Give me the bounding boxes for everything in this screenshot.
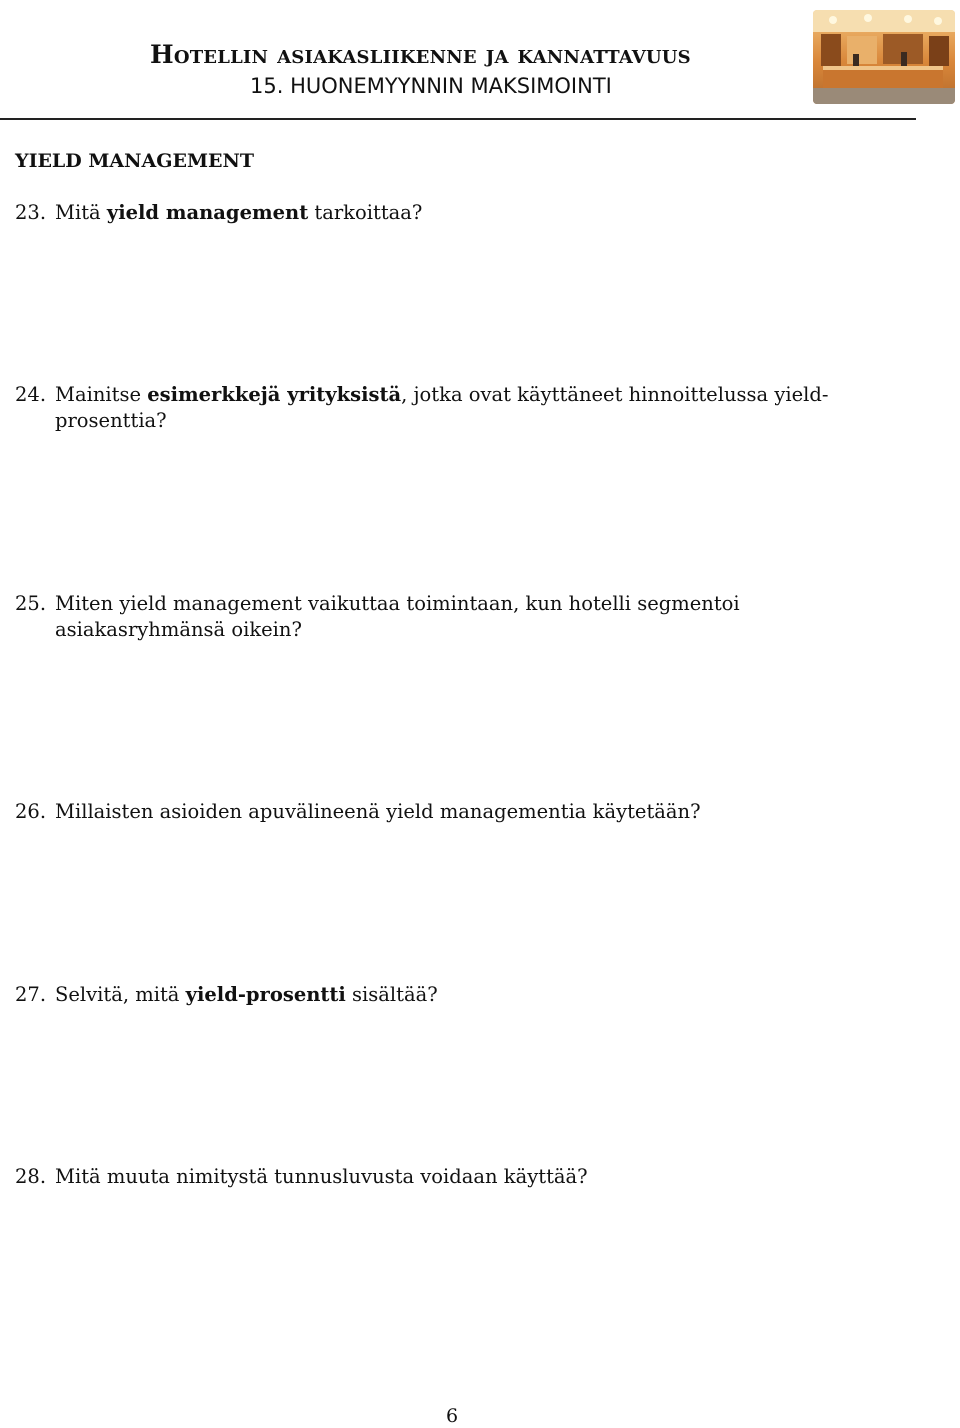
question-number: 24.: [15, 383, 47, 406]
question-text: tarkoittaa?: [308, 201, 423, 224]
question-24: [15, 382, 915, 434]
question-number: 23.: [15, 201, 47, 224]
question-keyword: yield management: [106, 201, 309, 224]
header-subtitle: 15. HUONEMYYNNIN MAKSIMOINTI: [250, 74, 612, 98]
question-text: Miten yield management vaikuttaa toimintaan, kun hotelli segmentoi: [55, 592, 740, 615]
question-number: 27.: [15, 983, 47, 1006]
hotel-lobby-image-icon: [813, 10, 955, 104]
question-text-continued: prosenttia?: [55, 409, 167, 432]
question-28: [15, 1164, 915, 1190]
question-text: Mitä: [55, 201, 107, 224]
question-25: [15, 591, 915, 643]
question-text: Mitä muuta nimitystä tunnusluvusta voidaan käyttää?: [55, 1165, 588, 1188]
section-title: YIELD MANAGEMENT: [15, 150, 254, 172]
question-keyword: yield-prosentti: [185, 983, 346, 1006]
question-number: 25.: [15, 592, 47, 615]
header-divider: [0, 118, 916, 120]
question-text: sisältää?: [345, 983, 438, 1006]
question-number: 26.: [15, 800, 47, 823]
page-number: 6: [446, 1405, 459, 1427]
question-26: [15, 799, 915, 825]
question-number: 28.: [15, 1165, 47, 1188]
question-text: Millaisten asioiden apuvälineenä yield managementia käytetään?: [55, 800, 701, 823]
question-keyword: esimerkkejä yrityksistä: [147, 383, 402, 406]
question-27: [15, 982, 915, 1008]
question-text-continued: asiakasryhmänsä oikein?: [55, 618, 302, 641]
question-text: , jotka ovat käyttäneet hinnoittelussa yield-: [401, 383, 829, 406]
hotel-lobby-photo: [813, 10, 955, 104]
question-text: Selvitä, mitä: [55, 983, 186, 1006]
question-23: [15, 200, 915, 226]
header-title: Hotellin asiakasliikenne ja kannattavuus: [150, 40, 691, 69]
question-text: Mainitse: [55, 383, 148, 406]
